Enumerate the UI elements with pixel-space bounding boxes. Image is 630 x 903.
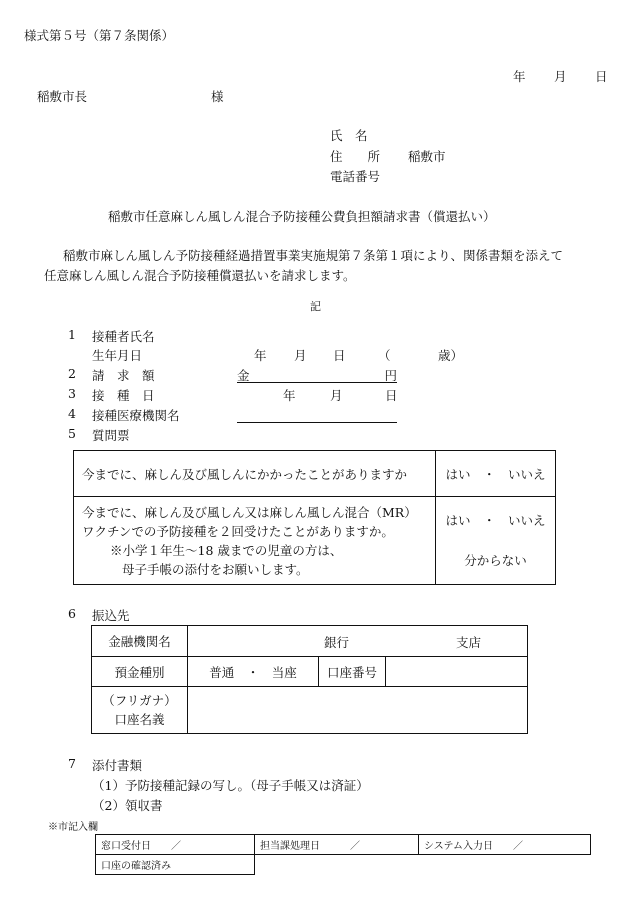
age-open: （ <box>378 348 391 363</box>
bank-word: 銀行 <box>324 635 350 650</box>
document-title: 稲敷市任意麻しん風しん混合予防接種公費負担額請求書（償還払い） <box>108 209 496 224</box>
birth-label: 生年月日 <box>92 348 143 363</box>
age-close: 歳） <box>438 348 464 363</box>
injection-year: 年 <box>283 388 296 403</box>
account-confirmed-cell: 口座の確認済み <box>96 855 255 875</box>
question2-line2: ワクチンでの予防接種を２回受けたことがありますか。 <box>82 523 394 539</box>
account-number-label: 口座番号 <box>319 657 386 687</box>
injection-day: 日 <box>385 388 398 403</box>
item6-number: 6 <box>68 606 76 621</box>
body-text-line2: 任意麻しん風しん混合予防接種償還払いを請求します。 <box>44 268 356 283</box>
questionnaire-table <box>73 450 556 585</box>
item3-number: 3 <box>68 386 76 401</box>
amount-field[interactable] <box>237 366 397 383</box>
amount-prefix: 金 <box>237 368 250 383</box>
addressee-honorific: 様 <box>211 89 224 104</box>
deposit-type-label: 預金種別 <box>92 657 188 687</box>
question2-row <box>74 497 556 585</box>
item7-number: 7 <box>68 756 76 771</box>
amount-suffix: 円 <box>384 368 397 383</box>
office-row2 <box>96 855 591 875</box>
bank-institution-row <box>92 626 528 657</box>
office-row1 <box>96 835 591 855</box>
window-received-cell: 窓口受付日 ／ <box>96 835 255 855</box>
question2-line1: 今までに、麻しん及び風しん又は麻しん風しん混合（MR） <box>82 504 417 520</box>
item2-label: 請 求 額 <box>92 368 155 383</box>
date-year: 年 <box>513 69 526 84</box>
question1-row <box>74 451 556 497</box>
account-number-field[interactable] <box>386 657 528 687</box>
dept-processed-cell: 担当課処理日 ／ <box>255 835 419 855</box>
institution-field[interactable] <box>188 626 528 657</box>
item2-number: 2 <box>68 366 76 381</box>
question2-note2: 母子手帳の添付をお願いします。 <box>122 561 309 577</box>
birth-day: 日 <box>333 348 346 363</box>
attachment2: （2）領収書 <box>92 798 163 813</box>
item5-number: 5 <box>68 426 76 441</box>
office-use-heading: ※市記入欄 <box>48 822 98 833</box>
branch-word: 支店 <box>456 635 482 650</box>
form-number: 様式第５号（第７条関係） <box>24 28 175 43</box>
system-input-cell: システム入力日 ／ <box>419 835 591 855</box>
ki-mark: 記 <box>310 300 321 313</box>
attachment1: （1）予防接種記録の写し。（母子手帳又は済証） <box>92 778 369 793</box>
question1-text: 今までに、麻しん及び風しんにかかったことがありますか <box>74 451 436 497</box>
question2-answer-cell <box>436 497 556 585</box>
body-text-line1: 稲敷市麻しん風しん予防接種経過措置事業実施規第７条第１項により、関係書類を添えて <box>63 248 564 263</box>
injection-month: 月 <box>330 388 343 403</box>
birth-year: 年 <box>254 348 267 363</box>
item3-label: 接 種 日 <box>92 388 155 403</box>
item4-label: 接種医療機関名 <box>92 408 180 423</box>
item5-label: 質問票 <box>92 428 130 443</box>
birth-month: 月 <box>294 348 307 363</box>
item7-label: 添付書類 <box>92 758 143 773</box>
holder-field[interactable] <box>188 687 528 734</box>
applicant-address-label: 住 所 <box>330 149 381 164</box>
applicant-phone-label: 電話番号 <box>330 169 381 184</box>
item4-number: 4 <box>68 406 76 421</box>
deposit-row <box>92 657 528 687</box>
item1-number: 1 <box>68 327 76 342</box>
applicant-address-value: 稲敷市 <box>408 149 446 164</box>
question2-cell <box>74 497 436 585</box>
question2-note1: ※小学１年生〜18 歳までの児童の方は、 <box>110 542 343 558</box>
institution-label: 金融機関名 <box>92 626 188 657</box>
clinic-name-field[interactable] <box>237 406 397 423</box>
item6-label: 振込先 <box>92 608 130 623</box>
holder-label: 口座名義 <box>114 712 165 727</box>
deposit-type-options[interactable]: 普通 ・ 当座 <box>188 657 319 687</box>
bank-table <box>91 625 528 734</box>
date-month: 月 <box>554 69 567 84</box>
question1-answer[interactable]: はい ・ いいえ <box>436 451 556 497</box>
holder-row <box>92 687 528 734</box>
applicant-name-label: 氏 名 <box>330 128 368 143</box>
addressee-name: 稲敷市長 <box>37 89 88 104</box>
date-day: 日 <box>595 69 608 84</box>
question2-answer-unknown[interactable]: 分からない <box>464 552 527 568</box>
item1-label: 接種者氏名 <box>92 329 155 344</box>
office-use-table <box>95 834 591 875</box>
question2-answer-yesno[interactable]: はい ・ いいえ <box>445 512 546 528</box>
furigana-label: （フリガナ） <box>102 693 177 708</box>
holder-label-cell <box>92 687 188 734</box>
